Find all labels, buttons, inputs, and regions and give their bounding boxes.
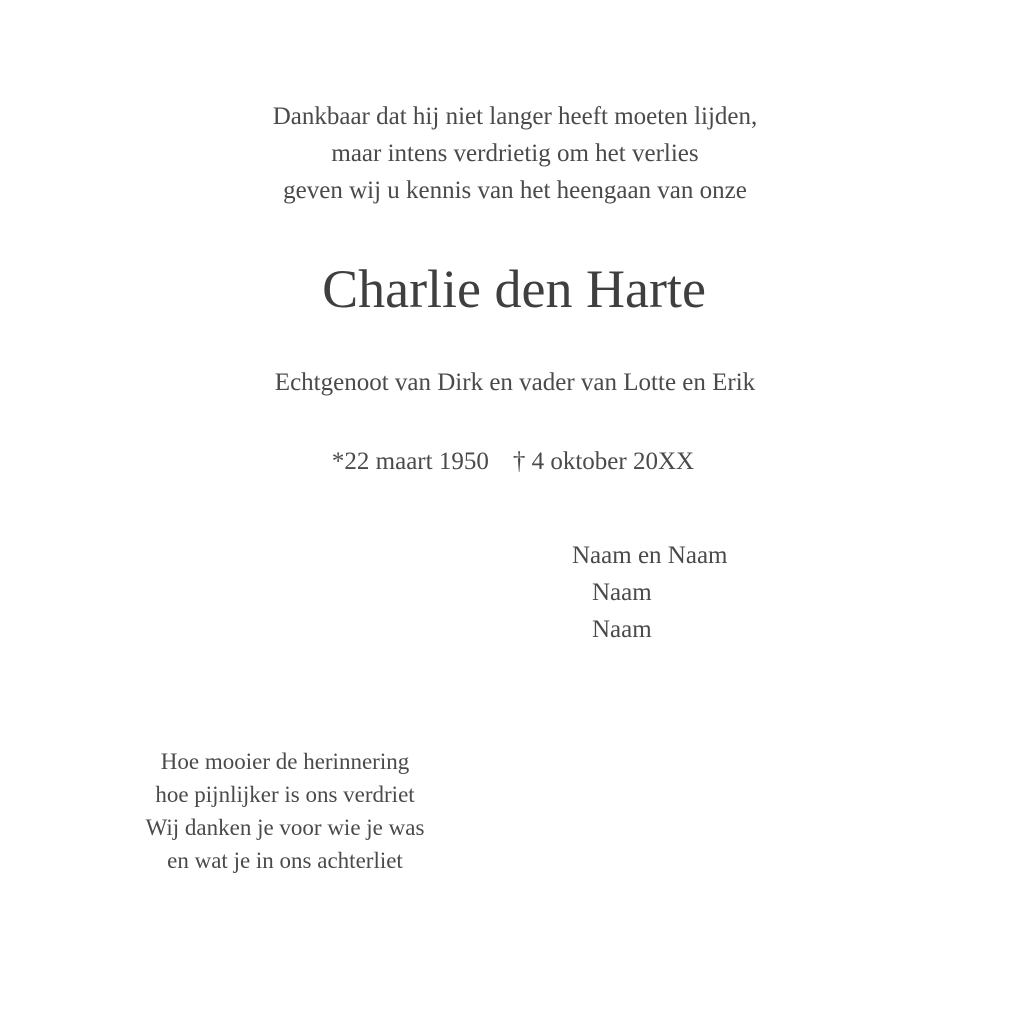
intro-line: geven wij u kennis van het heengaan van onze [283,177,747,204]
memorial-poem [110,745,460,877]
intro-text [0,98,1024,209]
poem-line: Hoe mooier de herinnering [160,749,410,774]
intro-line: maar intens verdrietig om het verlies [331,140,699,167]
intro-line: Dankbaar dat hij niet langer heeft moeten lijden, [272,103,758,130]
deceased-name: Charlie den Harte [322,259,706,319]
survivor-line: Naam [592,579,652,606]
survivor-line: Naam en Naam [572,542,728,569]
poem-line: en wat je in ons achterliet [167,848,403,873]
survivor-line: Naam [592,616,652,643]
poem-line: Wij danken je voor wie je was [145,815,425,840]
survivors-list [572,537,727,648]
death-date: † 4 oktober 20XX [512,448,695,475]
life-dates [0,444,1024,480]
deceased-relation: Echtgenoot van Dirk en vader van Lotte en Erik [274,369,756,396]
birth-date: *22 maart 1950 [331,448,489,475]
poem-line: hoe pijnlijker is ons verdriet [155,782,415,807]
